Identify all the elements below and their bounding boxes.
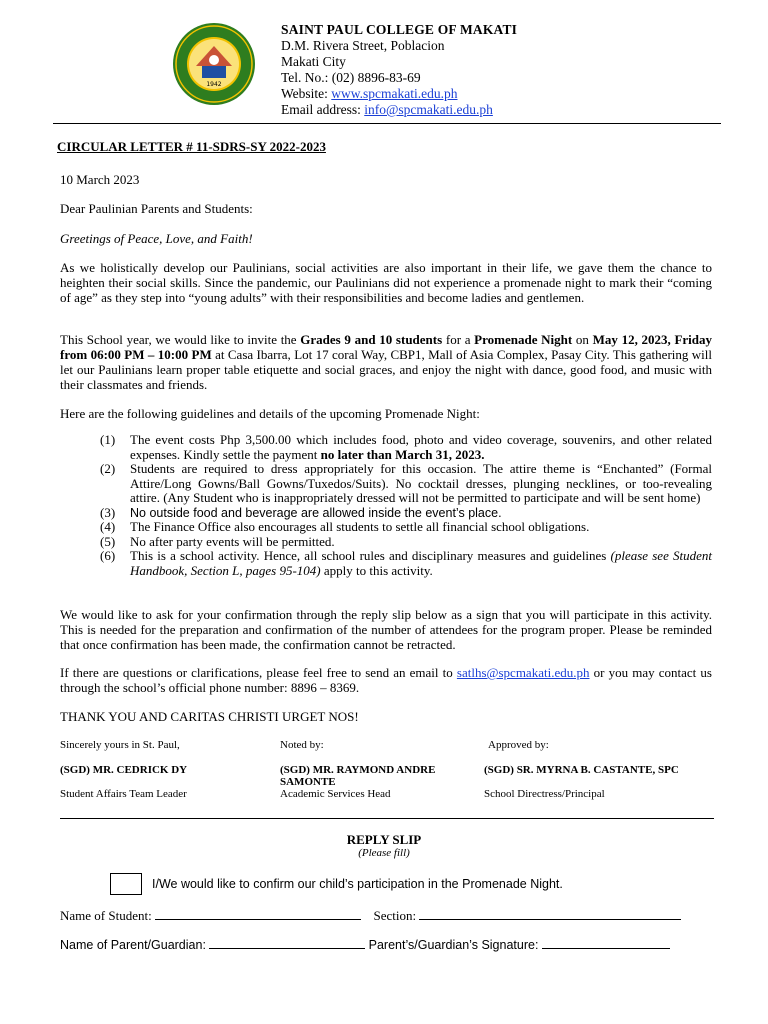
reply-slip-title: REPLY SLIP <box>346 832 422 847</box>
list-item <box>100 535 712 550</box>
website-label: Website: <box>281 86 332 101</box>
signature-label: Parent’s/Guardian’s Signature: <box>368 938 542 952</box>
list-item <box>100 520 712 535</box>
signatory-2-title: Academic Services Head <box>280 788 391 800</box>
guidelines-intro: Here are the following guidelines and details of the upcoming Promenade Night: <box>60 406 480 421</box>
paragraph-confirmation: We would like to ask for your confirmation through the reply slip below as a sign that you will participate in this activity. This is needed for the preparation and confirmation of the number of attendees for the program proper. Please be reminded that once confirmation has been made, the confirmation cannot be retracted. <box>60 607 712 652</box>
para4-text-a: If there are questions or clarifications, please feel free to send an email to <box>60 665 457 680</box>
parent-name-label: Name of Parent/Guardian: <box>60 938 210 952</box>
logo-year: 1942 <box>206 81 222 88</box>
guideline-text: This is a school activity. Hence, all school rules and disciplinary measures and guidelines <box>130 548 611 563</box>
list-number: (2) <box>100 461 116 476</box>
email-link[interactable]: info@spcmakati.edu.ph <box>364 102 493 117</box>
signatory-2-name: (SGD) MR. RAYMOND ANDRE SAMONTE <box>280 764 436 788</box>
para2-event: Promenade Night <box>474 332 573 347</box>
guidelines-list <box>100 433 712 578</box>
website-link[interactable]: www.spcmakati.edu.ph <box>331 86 458 101</box>
signatory-3-name: (SGD) SR. MYRNA B. CASTANTE, SPC <box>484 764 679 776</box>
para2-grades: Grades 9 and 10 students <box>300 332 443 347</box>
signatory-1-name: (SGD) MR. CEDRICK DY <box>60 764 188 776</box>
list-item <box>100 549 712 578</box>
list-text: No outside food and beverage are allowed inside the event’s place. <box>130 505 502 520</box>
section-label: Section: <box>373 908 420 923</box>
signatory-3-title: School Directress/Principal <box>484 788 605 800</box>
school-name: SAINT PAUL COLLEGE OF MAKATI <box>281 22 518 37</box>
signatory-3-label: Approved by: <box>488 739 549 751</box>
list-text <box>130 433 712 462</box>
school-logo-icon <box>172 22 256 106</box>
website-line <box>281 86 517 102</box>
list-number: (6) <box>100 548 116 563</box>
student-section-row <box>60 908 681 924</box>
student-name-field[interactable] <box>155 908 361 920</box>
signatory-1-label: Sincerely yours in St. Paul, <box>60 739 180 751</box>
para2-datetime: May 12, 2023, Friday from 06:00 PM – 10:00 PM <box>60 332 713 362</box>
list-text: Students are required to dress appropriately for this occasion. The attire theme is “Enchanted” (Formal Attire/Long Gowns/Ball Gowns/Tuxedos/Suits). No cocktail dresses, plunging necklines, or too-revealing attire. (Any Student who is inappropriately dressed will not be permitted to participate and will be sent home) <box>130 461 712 505</box>
paragraph-invitation <box>60 332 712 392</box>
list-text: The Finance Office also encourages all students to settle all financial school obligations. <box>130 519 590 534</box>
list-text: No after party events will be permitted. <box>130 533 335 549</box>
list-text <box>130 549 712 578</box>
guideline-reference: (please see Student Handbook, Section L, pages 95-104) <box>130 548 712 578</box>
para2-text-e: on <box>572 332 593 347</box>
list-number: (1) <box>100 432 116 447</box>
paragraph-intro: As we holistically develop our Paulinians, social activities are also important in their life, we gave them the chance to heighten their social skills. Since the pandemic, our Paulinians did not experience a promenade night to mark their “coming of age” as they step into “young adults” with their responsibilities and become ladies and gentlemen. <box>60 260 712 305</box>
reply-slip-divider <box>60 818 714 819</box>
signatory-1-title: Student Affairs Team Leader <box>60 788 187 800</box>
list-number: (5) <box>100 533 116 549</box>
section-field[interactable] <box>419 908 681 920</box>
parent-name-field[interactable] <box>209 937 365 949</box>
closing-motto: THANK YOU AND CARITAS CHRISTI URGET NOS! <box>60 709 359 724</box>
header-divider <box>53 123 721 124</box>
circular-number: CIRCULAR LETTER # 11-SDRS-SY 2022-2023 <box>57 139 326 154</box>
para2-text-g: at Casa Ibarra, Lot 17 coral Way, CBP1, Mall of Asia Complex, Pasay City. This gathering will let our Paulinians learn proper table etiquette and social graces, and enjoy the night with dance, good food, and music with their classmates and friends. <box>60 347 712 392</box>
para4-text-b: or you may contact us through the school’s official phone number: 8896 – 8369. <box>60 665 712 695</box>
email-line <box>281 102 517 118</box>
reply-slip-subtitle: (Please fill) <box>358 847 410 859</box>
list-item <box>100 433 712 462</box>
paragraph-contact <box>60 665 712 695</box>
greeting: Greetings of Peace, Love, and Faith! <box>60 231 253 246</box>
telephone: Tel. No.: (02) 8896-83-69 <box>281 70 421 85</box>
list-item <box>100 462 712 506</box>
guideline-text-after: apply to this activity. <box>320 562 433 578</box>
list-number: (4) <box>100 519 116 534</box>
email-label: Email address: <box>281 102 365 117</box>
letterhead <box>281 22 517 118</box>
address-line-2: Makati City <box>281 54 346 69</box>
letter-date: 10 March 2023 <box>60 172 140 187</box>
para2-text-a: This School year, we would like to invite the <box>60 332 301 347</box>
address-line-1: D.M. Rivera Street, Poblacion <box>281 38 445 53</box>
confirm-checkbox[interactable] <box>110 873 142 895</box>
guideline-bold: no later than March 31, 2023. <box>320 446 485 462</box>
para2-text-c: for a <box>442 332 475 347</box>
list-item <box>100 506 712 521</box>
confirm-statement: I/We would like to confirm our child’s participation in the Promenade Night. <box>152 877 563 891</box>
list-number: (3) <box>100 504 116 520</box>
parent-signature-row <box>60 937 670 953</box>
salutation: Dear Paulinian Parents and Students: <box>60 201 253 216</box>
guideline-text: The event costs Php 3,500.00 which includes food, photo and video coverage, souvenirs, and other related expenses. Kindly settle the payment <box>130 432 712 462</box>
signatory-2-label: Noted by: <box>280 739 324 751</box>
signature-field[interactable] <box>542 937 670 949</box>
contact-email-link[interactable]: satlhs@spcmakati.edu.ph <box>456 665 590 680</box>
student-name-label: Name of Student: <box>60 908 155 923</box>
